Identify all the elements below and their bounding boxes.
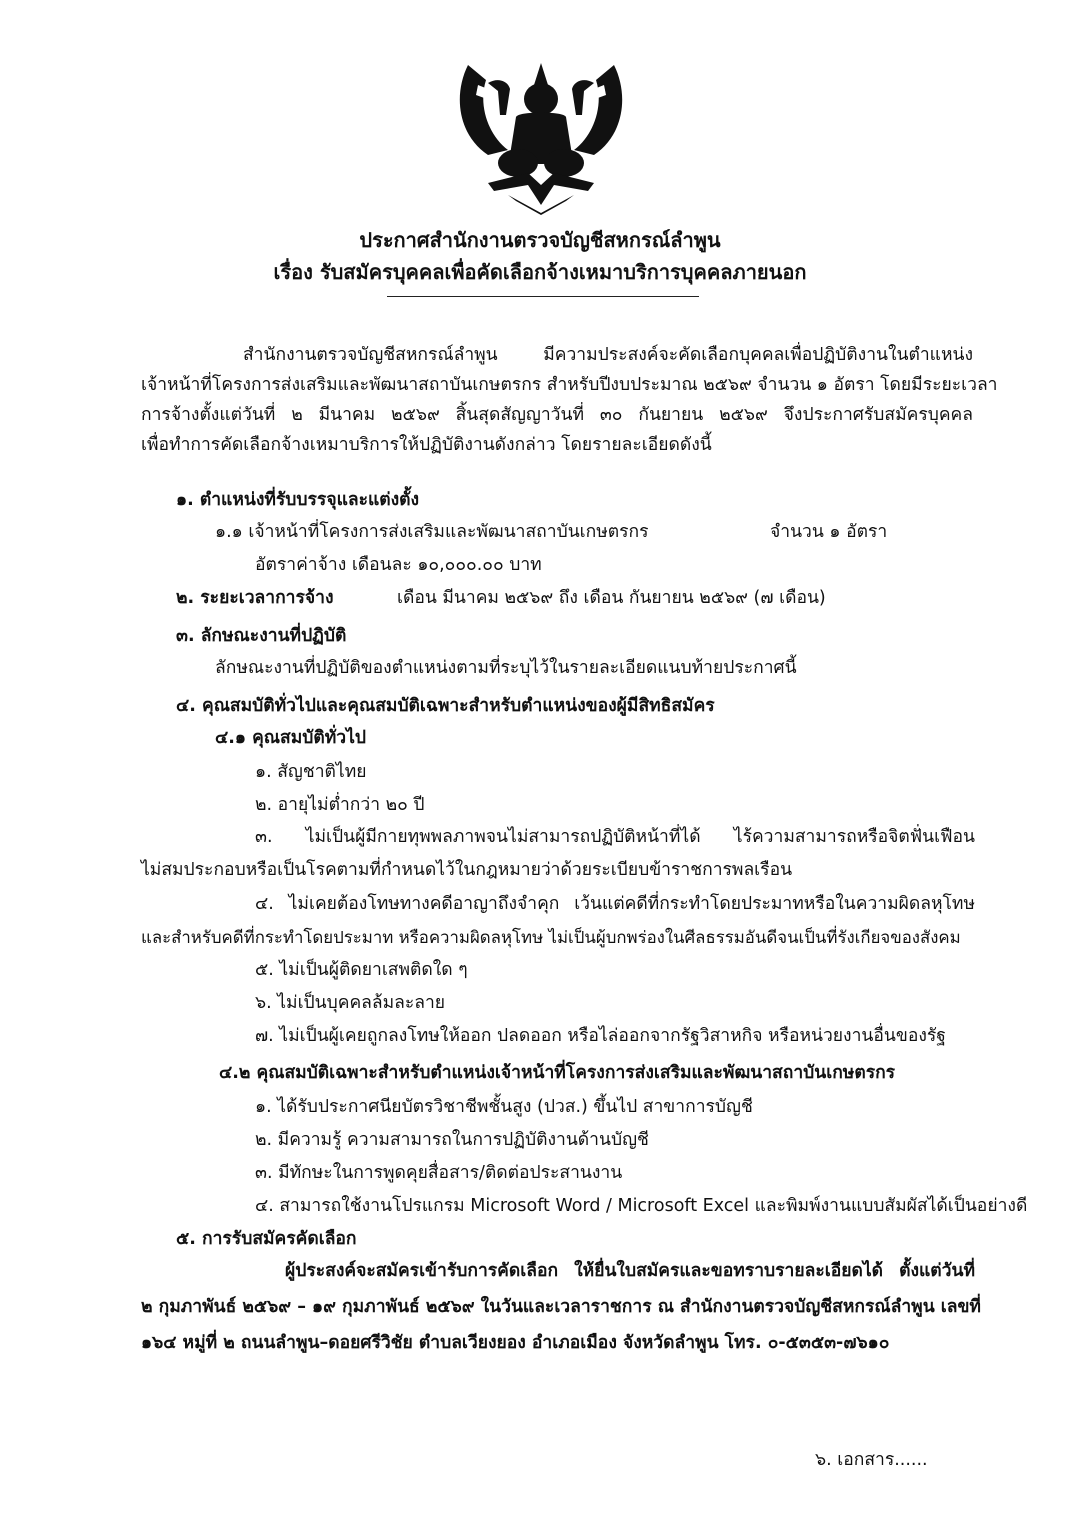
- specific-qualification-1: ๑. ได้รับประกาศนียบัตรวิชาชีพชั้นสูง (ปวส.) ขึ้นไป สาขาการบัญชี: [255, 1097, 753, 1117]
- section-2-heading: ๒. ระยะเวลาการจ้าง: [176, 588, 334, 608]
- announcement-subject: เรื่อง รับสมัครบุคคลเพื่อคัดเลือกจ้างเหมาบริการบุคคลภายนอก: [273, 260, 807, 284]
- garuda-emblem-icon: [448, 55, 634, 215]
- continued-next-page: ๖. เอกสาร......: [815, 1450, 928, 1470]
- intro-line-3: การจ้างตั้งแต่วันที่ ๒ มีนาคม ๒๕๖๙ สิ้นสุดสัญญาวันที่ ๓๐ กันยายน ๒๕๖๙ จึงประกาศรับสมัครบุคคล: [141, 405, 973, 425]
- general-qualification-6: ๖. ไม่เป็นบุคคลล้มละลาย: [255, 993, 446, 1013]
- general-qualification-5: ๕. ไม่เป็นผู้ติดยาเสพติดใด ๆ: [255, 960, 468, 980]
- general-qualification-1: ๑. สัญชาติไทย: [255, 762, 367, 782]
- general-qualification-7: ๗. ไม่เป็นผู้เคยถูกลงโทษให้ออก ปลดออก หรือไล่ออกจากรัฐวิสาหกิจ หรือหน่วยงานอื่นของรัฐ: [255, 1026, 946, 1046]
- application-line-2: ๒ กุมภาพันธ์ ๒๕๖๙ – ๑๙ กุมภาพันธ์ ๒๕๖๙ ในวันและเวลาราชการ ณ สำนักงานตรวจบัญชีสหกรณ์ลำพูน เลขที่: [141, 1297, 981, 1317]
- position-wage: อัตราค่าจ้าง เดือนละ ๑๐,๐๐๐.๐๐ บาท: [255, 555, 542, 575]
- intro-line-1: สำนักงานตรวจบัญชีสหกรณ์ลำพูน มีความประสงค์จะคัดเลือกบุคคลเพื่อปฏิบัติงานในตำแหน่ง: [243, 345, 973, 365]
- section-4-2-heading: ๔.๒ คุณสมบัติเฉพาะสำหรับตำแหน่งเจ้าหน้าที่โครงการส่งเสริมและพัฒนาสถาบันเกษตรกร: [219, 1063, 896, 1083]
- section-4-1-heading: ๔.๑ คุณสมบัติทั่วไป: [215, 728, 366, 748]
- general-qualification-4-cont: และสำหรับคดีที่กระทำโดยประมาท หรือความผิดลหุโทษ ไม่เป็นผู้บกพร่องในศีลธรรมอันดีจนเป็นที่รังเกียจของสังคม: [141, 927, 961, 947]
- section-5-heading: ๕. การรับสมัครคัดเลือก: [176, 1229, 357, 1249]
- specific-qualification-4: ๔. สามารถใช้งานโปรแกรม Microsoft Word / Microsoft Excel และพิมพ์งานแบบสัมผัสได้เป็นอย่างดี: [255, 1196, 1028, 1216]
- section-3-heading: ๓. ลักษณะงานที่ปฏิบัติ: [176, 626, 347, 646]
- application-line-3: ๑๖๔ หมู่ที่ ๒ ถนนลำพูน–ดอยศรีวิชัย ตำบลเวียงยอง อำเภอเมือง จังหวัดลำพูน โทร. ๐-๕๓๕๓-๗๖๑๐: [141, 1333, 890, 1353]
- general-qualification-2: ๒. อายุไม่ต่ำกว่า ๒๐ ปี: [255, 795, 425, 815]
- announcement-title: ประกาศสำนักงานตรวจบัญชีสหกรณ์ลำพูน: [359, 228, 721, 252]
- position-count: จำนวน ๑ อัตรา: [770, 522, 888, 542]
- specific-qualification-3: ๓. มีทักษะในการพูดคุยสื่อสาร/ติดต่อประสานงาน: [255, 1163, 623, 1183]
- section-4-heading: ๔. คุณสมบัติทั่วไปและคุณสมบัติเฉพาะสำหรับตำแหน่งของผู้มีสิทธิสมัคร: [176, 696, 715, 716]
- section-1-heading: ๑. ตำแหน่งที่รับบรรจุและแต่งตั้ง: [176, 490, 420, 510]
- specific-qualification-2: ๒. มีความรู้ ความสามารถในการปฏิบัติงานด้านบัญชี: [255, 1130, 649, 1150]
- general-qualification-3: ๓. ไม่เป็นผู้มีกายทุพพลภาพจนไม่สามารถปฏิบัติหน้าที่ได้ ไร้ความสามารถหรือจิตฟั่นเฟือน: [255, 827, 975, 847]
- section-2-text: เดือน มีนาคม ๒๕๖๙ ถึง เดือน กันยายน ๒๕๖๙ (๗ เดือน): [397, 588, 826, 608]
- position-item: ๑.๑ เจ้าหน้าที่โครงการส่งเสริมและพัฒนาสถาบันเกษตรกร: [215, 522, 649, 542]
- intro-line-4: เพื่อทำการคัดเลือกจ้างเหมาบริการให้ปฏิบัติงานดังกล่าว โดยรายละเอียดดังนี้: [141, 435, 712, 455]
- intro-line-2: เจ้าหน้าที่โครงการส่งเสริมและพัฒนาสถาบันเกษตรกร สำหรับปีงบประมาณ ๒๕๖๙ จำนวน ๑ อัตรา โดยมีระยะเวลา: [141, 375, 998, 395]
- general-qualification-3-cont: ไม่สมประกอบหรือเป็นโรคตามที่กำหนดไว้ในกฎหมายว่าด้วยระเบียบข้าราชการพลเรือน: [141, 860, 793, 880]
- title-divider: [387, 296, 699, 297]
- general-qualification-4: ๔. ไม่เคยต้องโทษทางคดีอาญาถึงจำคุก เว้นแต่คดีที่กระทำโดยประมาทหรือในความผิดลหุโทษ: [255, 894, 975, 914]
- application-line-1: ผู้ประสงค์จะสมัครเข้ารับการคัดเลือก ให้ยื่นใบสมัครและขอทราบรายละเอียดได้ ตั้งแต่วันที่: [285, 1261, 975, 1281]
- section-3-text: ลักษณะงานที่ปฏิบัติของตำแหน่งตามที่ระบุไว้ในรายละเอียดแนบท้ายประกาศนี้: [215, 658, 797, 678]
